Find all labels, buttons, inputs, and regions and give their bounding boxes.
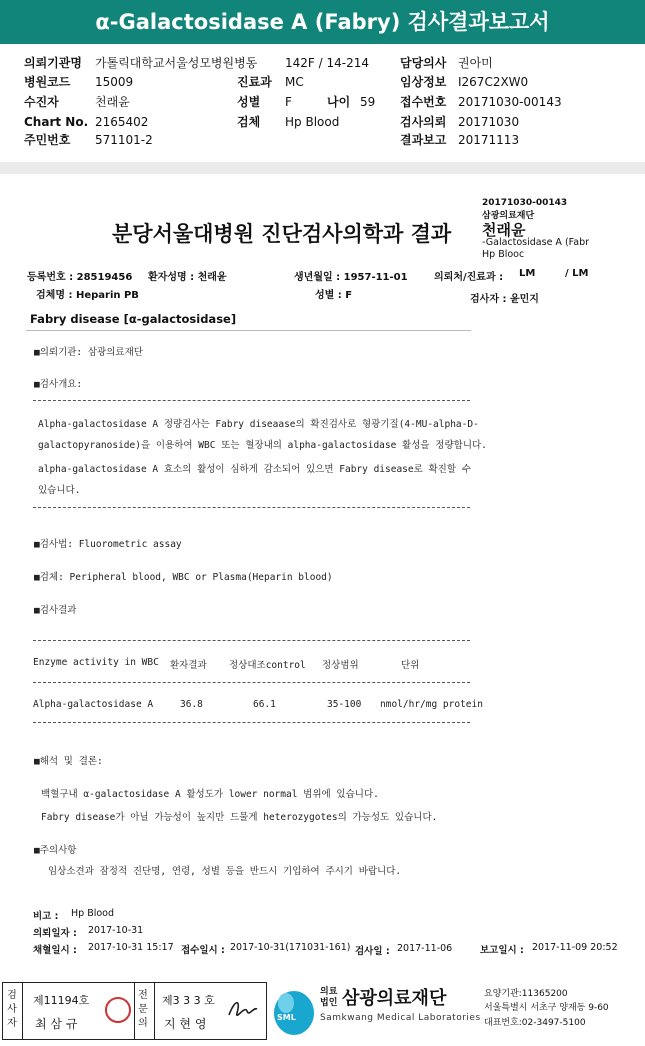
overview-heading: ■검사개요:: [34, 379, 83, 390]
overview-line-1: Alpha-galactosidase A 정량검사는 Fabry diseaase의 확진검사로 형광기질(4-MU-alpha-D-: [38, 419, 479, 430]
resident-no-value: 571101-2: [95, 133, 153, 147]
table-header-enzyme: Enzyme activity in WBC: [33, 657, 159, 668]
test-name-underline: [26, 330, 471, 331]
specimen-name-label: 검체명 :: [36, 290, 76, 301]
report-title: 분당서울대병원 진단검사의학과 결과: [112, 222, 452, 246]
doctor-value: 권아미: [458, 56, 493, 70]
patient-name-label: 환자성명 :: [148, 272, 198, 283]
specimen-name: [36, 286, 139, 301]
reg-no: [27, 268, 132, 283]
clinical-info-value: I267C2XW0: [458, 75, 529, 89]
report-date-value: 2017-11-09 20:52: [532, 942, 618, 953]
clinical-info-label: 임상정보: [400, 75, 447, 89]
hospital-code-value: 15009: [95, 75, 134, 89]
tester-side-label: 검사자: [7, 990, 17, 1029]
institution-value: 가톨릭대학교서울성모병원병동: [95, 56, 258, 70]
department-label: 진료과: [237, 75, 272, 89]
table-cell-patient: 36.8: [180, 699, 203, 710]
patient-value: 천래윤: [95, 95, 130, 109]
license-no-1: 제11194호: [33, 994, 90, 1007]
request-date-value: 2017-10-31: [88, 925, 144, 936]
notes-heading: ■주의사항: [34, 845, 77, 856]
report-sex-value: F: [345, 290, 353, 301]
receipt-date-value: 2017-10-31(171031-161): [230, 942, 351, 953]
address-line-2: 서울특별시 서초구 양재동 9-60: [484, 1003, 609, 1013]
reg-no-value: 28519456: [76, 272, 133, 283]
table-header-range: 정상범위: [322, 660, 359, 671]
collect-date-label: 채혈일시 :: [33, 945, 77, 956]
specimen-line: ■검체: Peripheral blood, WBC or Plasma(Heparin blood): [34, 572, 333, 583]
address-line-1: 요양기관:11365200: [484, 989, 568, 999]
corner-patient: 천래윤: [482, 221, 526, 239]
sex-value: F: [285, 95, 292, 109]
patient-name-value: 천래윤: [197, 272, 227, 283]
logo-mark-icon: [271, 983, 317, 1039]
dash-rule: [33, 682, 470, 683]
specimen-name-value: Heparin PB: [75, 290, 139, 301]
dob: [294, 268, 408, 283]
result-report-value: 20171113: [458, 133, 520, 147]
receipt-no-label: 접수번호: [400, 95, 447, 109]
dash-rule: [33, 507, 470, 508]
sex-label: 성별: [237, 95, 261, 109]
age-value: 59: [360, 95, 376, 109]
section-divider: [0, 162, 645, 174]
table-header-unit: 단위: [401, 660, 420, 671]
result-heading: ■검사결과: [34, 605, 77, 616]
doctor-label: 담당의사: [400, 56, 447, 70]
test-name: Fabry disease [α-galactosidase]: [30, 312, 237, 326]
notes-line: 임상소견과 잠정적 진단명, 연령, 성별 등을 반드시 기입하여 주시기 바랍니다.: [48, 866, 402, 877]
box-divider: [22, 983, 23, 1039]
ward-value: 142F / 14-214: [285, 56, 369, 70]
table-cell-range: 35-100: [327, 699, 362, 710]
prefix-line-1: 의료: [320, 987, 338, 997]
signature-icon: [225, 995, 261, 1027]
receipt-date-label: 접수일시 :: [181, 945, 225, 956]
org-name-en: Samkwang Medical Laboratories: [320, 1013, 481, 1023]
corner-receipt-no: 20171030-00143: [482, 198, 568, 208]
corner-org: 삼광의료재단: [482, 211, 535, 221]
license-no-2: 제3 3 3 호: [162, 994, 215, 1007]
box-divider: [154, 983, 155, 1039]
corner-test: -Galactosidase A (Fabr: [482, 237, 590, 248]
signature-box: [2, 982, 267, 1040]
patient-info-panel: [0, 44, 645, 162]
logo-badge-text: SML: [277, 1013, 296, 1022]
table-cell-control: 66.1: [253, 699, 276, 710]
prefix-line-2: 법인: [320, 998, 338, 1008]
dash-rule: [33, 400, 470, 401]
age-label: 나이: [327, 95, 351, 109]
receipt-no-value: 20171030-00143: [458, 95, 562, 109]
institution-label: 의뢰기관명: [24, 56, 82, 70]
tester: [470, 290, 539, 305]
table-header-patient: 환자결과: [170, 660, 207, 671]
scanned-report: [0, 174, 645, 979]
org-line: ■의뢰기관: 삼광의료재단: [34, 347, 143, 358]
interpretation-line-1: 백혈구내 α-galactosidase A 활성도가 lower normal 범위에 있습니다.: [41, 789, 379, 800]
signer-name-2: 지 현 영: [164, 1017, 207, 1031]
specimen-value: Hp Blood: [285, 115, 340, 129]
interpretation-line-2: Fabry disease가 아닐 가능성이 높지만 드물게 heterozygotes의 가능성도 있습니다.: [41, 812, 438, 823]
hospital-code-label: 병원코드: [24, 75, 71, 89]
report-date-label: 보고일시 :: [480, 945, 524, 956]
reg-no-label: 등록번호 :: [27, 272, 77, 283]
method-line: ■검사법: Fluorometric assay: [34, 539, 182, 550]
dept-value-2: / LM: [565, 268, 589, 279]
overview-line-3: alpha-galactosidase A 효소의 활성이 심하게 감소되어 있으면 Fabry disease로 확진할 수: [38, 464, 471, 475]
address-line-3: 대표번호:02-3497-5100: [484, 1018, 586, 1028]
collect-date-value: 2017-10-31 15:17: [88, 942, 174, 953]
chart-no-label: Chart No.: [24, 115, 89, 129]
legal-entity-prefix: [320, 987, 337, 1009]
interpretation-heading: ■해석 및 결론:: [34, 756, 103, 767]
remark-value: Hp Blood: [71, 908, 115, 919]
report-sex-label: 성별 :: [315, 290, 346, 301]
tester-label: 검사자 :: [470, 294, 510, 305]
test-date-label: 검사일 :: [355, 946, 390, 957]
department-value: MC: [285, 75, 304, 89]
dob-value: 1957-11-01: [343, 272, 408, 283]
overview-line-2: galactopyranoside)을 이용하여 WBC 또는 혈장내의 alpha-galactosidase 활성을 정량합니다.: [38, 440, 487, 451]
signature-footer: [0, 979, 645, 1046]
box-divider: [134, 983, 135, 1039]
result-report-label: 결과보고: [400, 133, 447, 147]
report-sex: [315, 286, 352, 301]
table-header-control: 정상대조control: [229, 660, 306, 671]
specimen-label: 검체: [237, 115, 261, 129]
signer-name-1: 최 삼 규: [35, 1017, 78, 1031]
patient-name: [148, 268, 227, 283]
corner-specimen: Hp Blooc: [482, 249, 525, 260]
overview-line-4: 있습니다.: [38, 485, 81, 496]
remark-label: 비고 :: [33, 911, 59, 922]
patient-label: 수진자: [24, 95, 59, 109]
dash-rule: [33, 722, 470, 723]
dash-rule: [33, 640, 470, 641]
table-cell-enzyme: Alpha-galactosidase A: [33, 699, 154, 710]
dob-label: 생년월일 :: [294, 272, 344, 283]
test-request-label: 검사의뢰: [400, 115, 447, 129]
table-cell-unit: nmol/hr/mg protein: [380, 699, 483, 710]
dept-value: LM: [519, 268, 536, 279]
report-header-title: α-Galactosidase A (Fabry) 검사결과보고서: [0, 0, 645, 44]
dept-label: 의뢰처/진료과 :: [434, 272, 504, 283]
org-name: 삼광의료재단: [342, 988, 447, 1009]
request-date-label: 의뢰일자 :: [33, 928, 77, 939]
test-date-value: 2017-11-06: [397, 943, 453, 954]
resident-no-label: 주민번호: [24, 133, 71, 147]
chart-no-value: 2165402: [95, 115, 149, 129]
test-request-value: 20171030: [458, 115, 520, 129]
tester-value: 윤민지: [509, 294, 539, 305]
seal-stamp-icon: [105, 997, 131, 1023]
specialist-side-label: 전문의: [138, 990, 148, 1029]
